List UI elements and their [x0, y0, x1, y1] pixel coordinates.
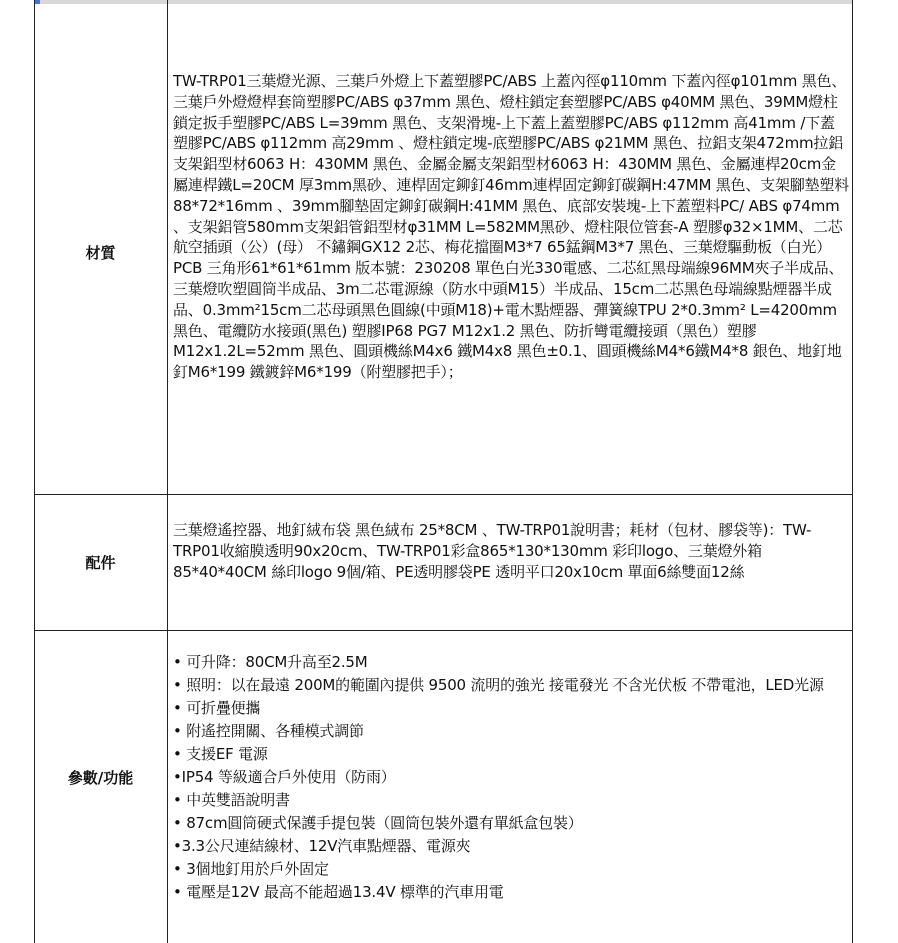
accessories-label: 配件	[85, 554, 116, 572]
material-label: 材質	[85, 244, 116, 262]
accessories-description	[173, 520, 849, 582]
specs-list	[173, 651, 849, 904]
accessories-text: 三葉燈遙控器、地釘絨布袋 黑色絨布 25*8CM 、TW-TRP01說明書；耗材（包材、膠袋等)：TW-TRP01收縮膜透明90x20cm、TW-TRP01彩盒865*130*130mm 彩印logo、三葉燈外箱85*40*40CM 絲印logo 9個/箱、PE透明膠袋PE 透明平口20x10cm 單面6絲雙面12絲	[173, 521, 812, 581]
table-top-border	[34, 0, 852, 4]
spec-item: • 支援EF 電源	[173, 745, 268, 763]
specs-list-container	[173, 651, 849, 904]
spec-item: • 附遙控開關、各種模式調節	[173, 722, 364, 740]
table-column-divider	[167, 0, 168, 943]
material-description	[173, 71, 849, 383]
spec-item: •3.3公尺連結線材、12V汽車點煙器、電源夾	[173, 837, 471, 855]
material-text: TW-TRP01三葉燈光源、三葉戶外燈上下蓋塑膠PC/ABS 上蓋內徑φ110mm 下蓋內徑φ101mm 黑色、三葉戶外燈燈桿套筒塑膠PC/ABS φ37mm 黑色、燈柱鎖定套塑膠PC/ABS φ40MM 黑色、39MM燈柱鎖定扳手塑膠PC/ABS L=39mm 黑色、支架滑塊-上下蓋上蓋塑膠PC/ABS φ112mm 高41mm /下蓋塑膠PC/ABS φ112mm 高29mm 、燈柱鎖定塊-底塑膠PC/ABS φ21MM 黑色、拉鋁支架472mm拉鋁支架鋁型材6063 H：430MM 黑色、金屬金屬支架鋁型材6063 H：430MM 黑色、金屬連桿20cm金屬連桿鐵L=20CM 厚3mm黑砂、連桿固定鉚釘46mm連桿固定鉚釘碳鋼H:47MM 黑色、支架腳墊塑料88*72*16mm 、39mm腳墊固定鉚釘碳鋼H:41MM 黑色、底部安裝塊-上下蓋塑料PC/ ABS φ74mm 、支架鋁管580mm支架鋁管鋁型材φ31MM L=582MM黑砂、燈柱限位管套-A 塑膠φ32×1MM、二芯航空插頭（公）(母） 不鏽鋼GX12 2芯、梅花擋圈M3*7 65錳鋼M3*7 黑色、三葉燈驅動板（白光）PCB 三角形61*61*61mm 版本號：230208 單色白光330電感、二芯紅黑母端線96MM夾子半成品、三葉燈吹塑圓筒半成品、3m二芯電源線（防水中頭M15）半成品、15cm二芯黑色母端線點煙器半成品、0.3mm²15cm二芯母頭黑色圓線(中頭M18)+電木點煙器、彈簧線TPU 2*0.3mm² L=4200mm黑色、電纜防水接頭(黑色) 塑膠IP68 PG7 M12x1.2 黑色、防折彎電纜接頭（黑色）塑膠M12x1.2L=52mm 黑色、圓頭機絲M4x6 鐵M4x8 黑色±0.1、圓頭機絲M4*6鐵M4*8 銀色、地釘地釘M6*199 鐵鍍鋅M6*199（附塑膠把手）；	[173, 72, 849, 382]
spec-item: • 可折疊便攜	[173, 699, 261, 717]
table-left-border	[34, 0, 35, 943]
table-right-border	[852, 0, 853, 943]
row-divider-material-accessories	[34, 494, 852, 495]
row-divider-accessories-specs	[34, 630, 852, 631]
specs-label: 參數/功能	[67, 769, 134, 787]
spec-item: • 3個地釘用於戶外固定	[173, 860, 329, 878]
spec-item: • 可升降：80CM升高至2.5M	[173, 653, 368, 671]
spec-item: • 電壓是12V 最高不能超過13.4V 標準的汽車用電	[173, 883, 504, 901]
spec-item: • 照明：以在最遠 200M的範圍內提供 9500 流明的強光 接電發光 不含光伏板 不帶電池，LED光源	[173, 676, 824, 694]
spec-item: • 中英雙語說明書	[173, 791, 290, 809]
spec-item: •IP54 等級適合戶外使用（防雨）	[173, 768, 396, 786]
spec-item: • 87cm圓筒硬式保護手提包裝（圓筒包裝外還有單紙盒包裝）	[173, 814, 583, 832]
